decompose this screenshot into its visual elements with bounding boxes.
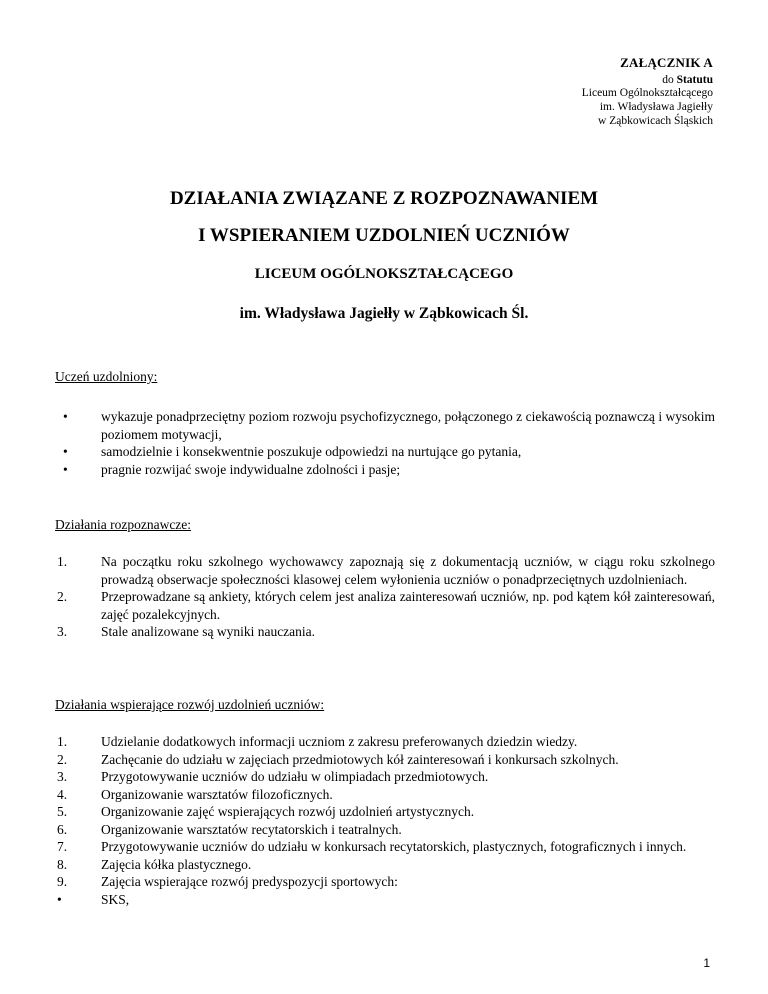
list-number: 6. [57,821,68,837]
list-number: 1. [57,554,68,569]
bullet: • [63,409,68,424]
list-item-text: Zachęcanie do udziału w zajęciach przedmiotowych kół zainteresowań i konkursach szkolnych. [101,751,619,767]
title-line-1: DZIAŁANIA ZWIĄZANE Z ROZPOZNAWANIEM [169,188,599,209]
list-item-text: samodzielnie i konsekwentnie poszukuje odpowiedzi na nurtujące go pytania, [101,444,522,459]
list-item [55,786,715,804]
title-line-2: I WSPIERANIEM UZDOLNIEŃ UCZNIÓW [198,225,570,246]
annex-title: ZAŁĄCZNIK A [620,55,713,70]
list-item-text: Przeprowadzane są ankiety, których celem jest analiza zainteresowań uczniów, np. pod kątem kół zainteresowań, zajęć pozalekcyjnych. [101,589,715,622]
list-item [55,838,715,856]
list-item [55,803,715,821]
list-item [55,873,715,891]
page-number: 1 [703,956,710,970]
annex-statute: Statutu [676,73,713,86]
list-number: 7. [57,839,68,854]
bullet: • [63,444,68,459]
list-number: 8. [57,856,68,872]
annex-line-4: w Ząbkowicach Śląskich [598,114,713,127]
annex-line-3: im. Władysława Jagiełły [599,101,713,114]
list-item-text: wykazuje ponadprzeciętny poziom rozwoju psychofizycznego, połączonego z ciekawością poznawczą i wysokim poziomem motywacji, [101,409,715,442]
list-item [55,891,715,909]
list-item [55,623,715,641]
section-heading-gifted-student: Uczeń uzdolniony: [55,369,158,384]
list-number: 3. [57,624,68,639]
list-item-text: Organizowanie warsztatów recytatorskich i teatralnych. [101,821,402,837]
list-number: 2. [57,751,68,767]
bullet: • [63,461,68,477]
annex-prefix: do [662,73,674,86]
list-number: 9. [57,874,68,889]
list-number: 5. [57,804,68,819]
list-item [55,856,715,874]
list-item-text: Przygotowywanie uczniów do udziału w konkursach recytatorskich, plastycznych, fotograficznych i innych. [101,839,687,854]
list-number: 2. [57,589,68,604]
list-item-text: Udzielanie dodatkowych informacji uczniom z zakresu preferowanych dziedzin wiedzy. [101,734,578,749]
list-item-text: Przygotowywanie uczniów do udziału w olimpiadach przedmiotowych. [101,769,489,784]
list-number: • [57,891,62,907]
annex-header [582,55,713,129]
list-item [55,461,715,479]
list-item-text: Na początku roku szkolnego wychowawcy zapoznają się z dokumentacją uczniów, w ciągu roku szkolnego prowadzą obserwacje społeczności klasowej celem wyłonienia uczniów o ponadprzeciętnych uzdolnieniach. [101,554,715,587]
list-item-text: Organizowanie zajęć wspierających rozwój uzdolnień artystycznych. [101,804,475,819]
list-item-text: pragnie rozwijać swoje indywidualne zdolności i pasje; [101,461,401,477]
list-item [55,443,715,461]
list-item [55,553,715,588]
section-heading-recognition: Działania rozpoznawcze: [55,517,192,532]
list-number: 1. [57,734,68,749]
list-item [55,751,715,769]
list-item [55,821,715,839]
gifted-student-list [55,408,715,478]
list-item-text: Stale analizowane są wyniki nauczania. [101,624,316,639]
list-item [55,768,715,786]
list-item [55,588,715,623]
list-item-text: Organizowanie warsztatów filozoficznych. [101,786,333,802]
list-item-text: Zajęcia kółka plastycznego. [101,856,252,872]
list-item-text: SKS, [101,891,130,907]
recognition-list [55,553,715,641]
list-item-text: Zajęcia wspierające rozwój predyspozycji sportowych: [101,874,398,889]
title-line-3: LICEUM OGÓLNOKSZTAŁCĄCEGO [254,266,514,282]
list-item [55,408,715,443]
title-line-4: im. Władysława Jagiełły w Ząbkowicach Śl. [239,305,529,322]
list-item [55,733,715,751]
section-heading-support: Działania wspierające rozwój uzdolnień uczniów: [55,697,325,712]
support-list [55,733,715,908]
list-number: 4. [57,786,68,802]
annex-statute-line [582,74,713,88]
list-number: 3. [57,769,68,784]
annex-line-2: Liceum Ogólnokształcącego [581,87,713,100]
